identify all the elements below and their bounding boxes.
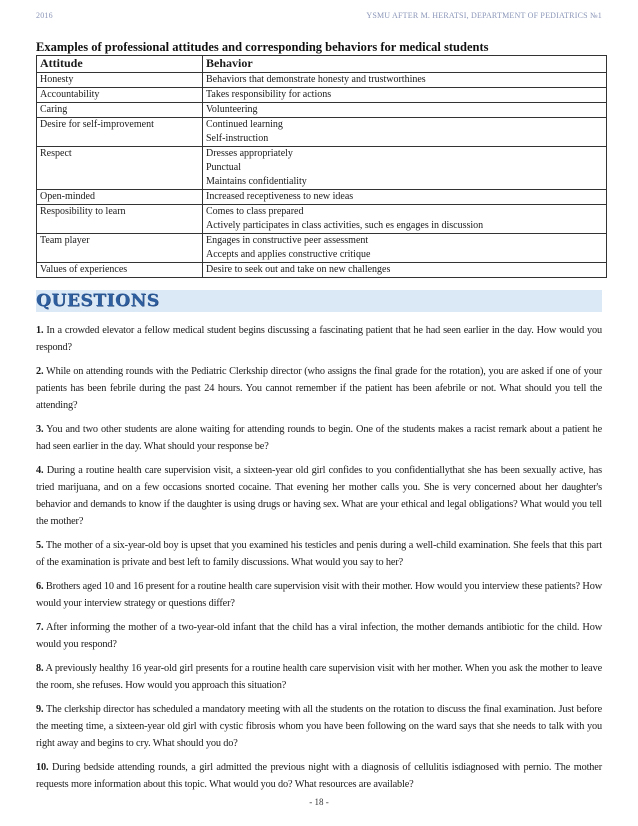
table-row [37,88,607,103]
attitude-cell: Values of experiences [37,263,203,278]
behavior-cell [203,147,607,190]
question-number: 10. [36,762,49,773]
behavior-cell [203,263,607,278]
question-number: 6. [36,581,44,592]
attitudes-table [36,55,607,278]
behavior-item: Desire to seek out and take on new challenges [206,264,391,275]
behavior-item: Continued learning [206,119,283,130]
question-number: 9. [36,704,44,715]
behavior-item: Accepts and applies constructive critique [206,249,371,260]
attitude-cell: Accountability [37,88,203,103]
behavior-item: Engages in constructive peer assessment [206,235,369,246]
question-number: 5. [36,540,44,551]
table-header-row [37,56,607,73]
question-number: 1. [36,325,44,336]
table-row [37,263,607,278]
attitude-cell: Desire for self-improvement [37,118,203,147]
behavior-item: Self-instruction [206,133,269,144]
question-text: The mother of a six-year-old boy is upset that you examined his testicles and penis during a well-child examination. She feels that this part of the examination is private and best left to family discussions. What would you say to her? [36,540,602,568]
behavior-item: Takes responsibility for actions [206,89,332,100]
behavior-item: Punctual [206,162,241,173]
table-body [37,73,607,278]
behavior-cell [203,118,607,147]
behavior-cell [203,205,607,234]
question-text: After informing the mother of a two-year-old infant that the child has a viral infection, the mother demands antibiotic for the child. How would you respond? [36,622,602,650]
question-number: 2. [36,366,44,377]
question-number: 3. [36,424,44,435]
question-item [36,363,602,414]
behavior-item: Comes to class prepared [206,206,304,217]
attitude-cell: Respect [37,147,203,190]
question-text: The clerkship director has scheduled a mandatory meeting with all the students on the rotation to discuss the final examination. Just before the meeting time, a sixteen-year old girl with cystic fibrosis whom you have been following on the ward says that she needs to talk with you right away and begins to cry. What should you do? [36,704,602,749]
header-institution: YSMU AFTER M. HERATSI, DEPARTMENT OF PEDIATRICS №1 [366,11,602,20]
table-row [37,118,607,147]
attitude-cell: Open-minded [37,190,203,205]
questions-banner [36,290,602,312]
question-item [36,759,602,793]
questions-list [36,322,602,800]
behavior-item: Actively participates in class activities, such es engages in discussion [206,220,484,231]
page-number: - 18 - [309,797,329,807]
question-item [36,462,602,530]
question-item [36,701,602,752]
question-item [36,660,602,694]
question-text: A previously healthy 16 year-old girl presents for a routine health care supervision visit with her mother. When you ask the mother to leave the room, she refuses. How would you approach this situation? [36,663,602,691]
attitude-cell: Caring [37,103,203,118]
page-header [36,11,602,23]
behavior-cell [203,73,607,88]
behavior-cell [203,190,607,205]
question-text: In a crowded elevator a fellow medical student begins discussing a fascinating patient that he had seen earlier in the day. How would you respond? [36,325,602,353]
question-text: During bedside attending rounds, a girl admitted the previous night with a diagnosis of cellulitis isdiagnosed with pernio. The mother requests more information about this topic. What would you do? What resources are available? [36,762,602,790]
behavior-item: Volunteering [206,104,258,115]
question-item [36,322,602,356]
table-row [37,190,607,205]
behavior-item: Dresses appropriately [206,148,293,159]
header-year: 2016 [36,11,53,20]
behavior-item: Increased receptiveness to new ideas [206,191,354,202]
question-item [36,578,602,612]
question-text: While on attending rounds with the Pediatric Clerkship director (who assigns the final grade for the rotation), you are asked if one of your patients has been febrile during the past 24 hours. You cannot remember if the patient has been afebrile or not. What should you tell the attending? [36,366,602,411]
question-text: During a routine health care supervision visit, a sixteen-year old girl confides to you confidentiallythat she has been sexually active, has tried marijuana, and on a few occasions snorted cocaine. That evening her mother calls you. She is very concerned about her daughter's behavior and demands to know if the daughter is using drugs or having sex. What are your ethical and legal obligations? What would you tell the mother? [36,465,602,527]
attitude-cell: Resposibility to learn [37,205,203,234]
table-row [37,205,607,234]
table-row [37,103,607,118]
question-text: You and two other students are alone waiting for attending rounds to begin. One of the students makes a racist remark about a patient he had seen earlier in the day. What should your response be? [36,424,602,452]
questions-title: QUESTIONS [36,291,160,311]
behavior-item: Maintains confidentiality [206,176,307,187]
question-number: 7. [36,622,44,633]
behavior-cell [203,234,607,263]
column-header-behavior: Behavior [203,56,607,73]
table-caption: Examples of professional attitudes and corresponding behaviors for medical students [36,40,489,54]
behavior-cell [203,103,607,118]
table-row [37,234,607,263]
question-number: 4. [36,465,44,476]
question-text: Brothers aged 10 and 16 present for a routine health care supervision visit with their mother. How would you interview these patients? How would your interview strategy or questions differ? [36,581,602,609]
attitude-cell: Team player [37,234,203,263]
table-row [37,73,607,88]
column-header-attitude: Attitude [37,56,203,73]
table-row [37,147,607,190]
behavior-cell [203,88,607,103]
question-item [36,619,602,653]
question-item [36,537,602,571]
question-item [36,421,602,455]
behavior-item: Behaviors that demonstrate honesty and trustworthines [206,74,426,85]
attitude-cell: Honesty [37,73,203,88]
question-number: 8. [36,663,44,674]
